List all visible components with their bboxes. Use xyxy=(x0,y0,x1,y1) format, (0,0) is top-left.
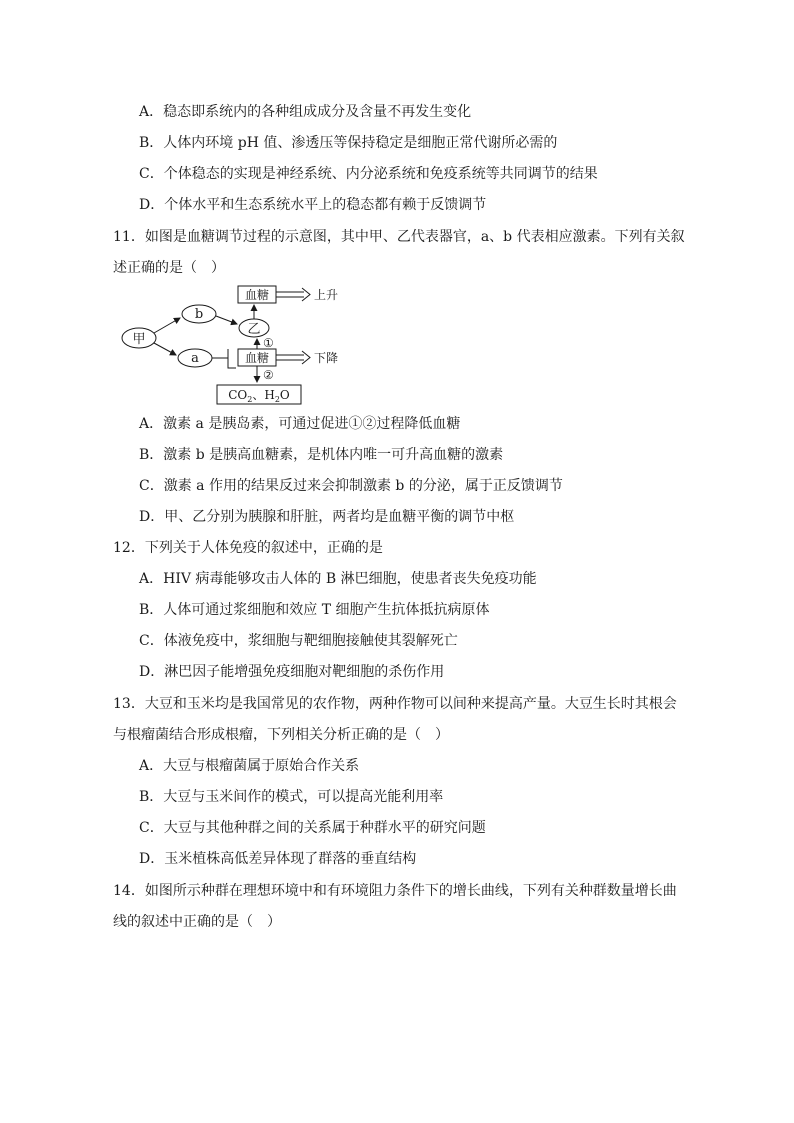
q12-option-c: C．体液免疫中，浆细胞与靶细胞接触使其裂解死亡 xyxy=(139,633,458,649)
q10-option-c: C．个体稳态的实现是神经系统、内分泌系统和免疫系统等共同调节的结果 xyxy=(139,166,598,182)
blood-sugar-bottom-label: 血糖 xyxy=(244,351,270,365)
q11-option-c: C．激素 a 作用的结果反过来会抑制激素 b 的分泌，属于正反馈调节 xyxy=(139,478,563,494)
organ-yi-label: 乙 xyxy=(247,322,261,337)
arrow-jia-b xyxy=(154,318,180,333)
hormone-b-label: b xyxy=(194,307,204,322)
q12-option-a: A．HIV 病毒能够攻击人体的 B 淋巴细胞，使患者丧失免疫功能 xyxy=(139,571,537,587)
arrow-a-bottom xyxy=(212,349,236,368)
q13-stem-line1: 13．大豆和玉米均是我国常见的农作物，两种作物可以间种来提高产量。大豆生长时其根会 xyxy=(113,696,677,712)
q10-option-a: A．稳态即系统内的各种组成成分及含量不再发生变化 xyxy=(139,104,472,120)
organ-jia-label: 甲 xyxy=(132,332,146,347)
q10-option-b: B．人体内环境 pH 值、渗透压等保持稳定是细胞正常代谢所必需的 xyxy=(139,135,558,151)
q13-option-c: C．大豆与其他种群之间的关系属于种群水平的研究问题 xyxy=(139,820,486,836)
q14-stem-line2: 线的叙述中正确的是（ ） xyxy=(113,914,281,930)
blood-sugar-top-label: 血糖 xyxy=(244,288,270,302)
q11-option-d: D．甲、乙分别为胰腺和肝脏，两者均是血糖平衡的调节中枢 xyxy=(139,509,515,525)
q13-stem-line2: 与根瘤菌结合形成根瘤，下列相关分析正确的是（ ） xyxy=(113,727,449,743)
arrow-jia-a xyxy=(154,343,176,355)
rise-label: 上升 xyxy=(314,288,339,302)
q12-option-b: B．人体可通过浆细胞和效应 T 细胞产生抗体抵抗病原体 xyxy=(139,602,490,618)
q11-option-a: A．激素 a 是胰岛素，可通过促进①②过程降低血糖 xyxy=(139,416,461,432)
hormone-a-label: a xyxy=(191,351,199,366)
q13-option-a: A．大豆与根瘤菌属于原始合作关系 xyxy=(139,758,360,774)
fall-label: 下降 xyxy=(314,351,339,365)
blood-sugar-diagram xyxy=(118,283,348,407)
process-2-label: ② xyxy=(263,368,274,382)
q14-stem-line1: 14．如图所示种群在理想环境中和有环境阻力条件下的增长曲线，下列有关种群数量增长曲 xyxy=(113,883,677,899)
q11-stem-line1: 11．如图是血糖调节过程的示意图，其中甲、乙代表器官，a、b 代表相应激素。下列有关叙 xyxy=(113,229,685,245)
q10-option-d: D．个体水平和生态系统水平上的稳态都有赖于反馈调节 xyxy=(139,197,487,213)
q11-option-b: B．激素 b 是胰高血糖素，是机体内唯一可升高血糖的激素 xyxy=(139,447,504,463)
q13-option-d: D．玉米植株高低差异体现了群落的垂直结构 xyxy=(139,851,417,867)
q13-option-b: B．大豆与玉米间作的模式，可以提高光能利用率 xyxy=(139,789,444,805)
products-label: $CO_2$、$H_2O$ xyxy=(228,388,290,404)
arrow-b-yi xyxy=(216,316,237,324)
q11-stem-line2: 述正确的是（ ） xyxy=(113,260,225,276)
q12-option-d: D．淋巴因子能增强免疫细胞对靶细胞的杀伤作用 xyxy=(139,664,445,680)
q12-stem: 12．下列关于人体免疫的叙述中，正确的是 xyxy=(113,540,383,556)
process-1-label: ① xyxy=(263,336,274,350)
